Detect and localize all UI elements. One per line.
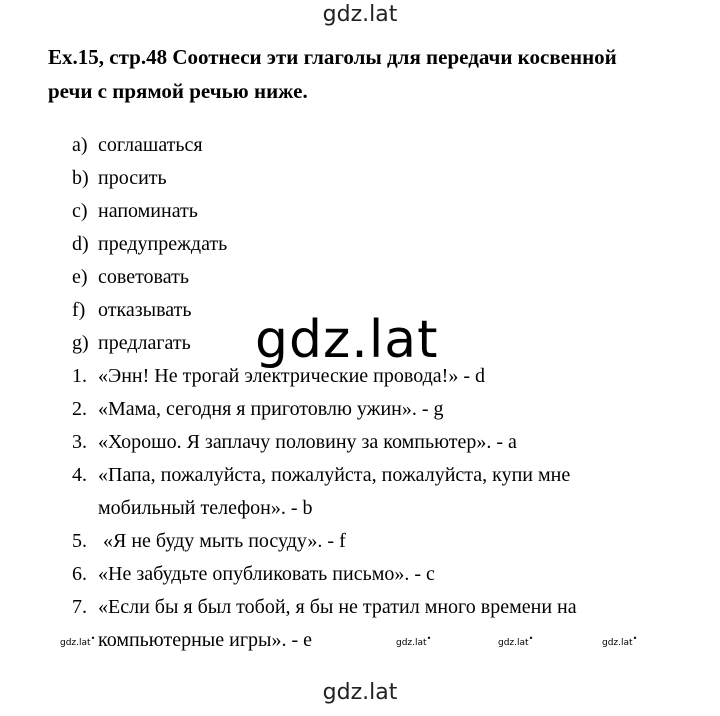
watermark-small-text: gdz.lat	[60, 638, 91, 648]
verb-text: просить	[98, 167, 167, 189]
verb-text: советовать	[98, 266, 189, 288]
sentence-text: «Если бы я был тобой, я бы не тратил много времени на	[98, 596, 577, 618]
verb-mark: c)	[72, 200, 88, 222]
watermark-tick: •	[528, 634, 534, 643]
watermark-bottom: gdz.lat	[322, 680, 398, 705]
verb-text: напоминать	[98, 200, 198, 222]
verb-mark: g)	[72, 332, 89, 354]
verb-item-c	[72, 200, 198, 222]
sentence-3	[72, 431, 517, 453]
watermark-small-1	[60, 634, 95, 648]
sentence-number: 6.	[72, 563, 87, 585]
sentence-number: 7.	[72, 596, 87, 618]
verb-mark: b)	[72, 167, 89, 189]
watermark-small-text: gdz.lat	[396, 638, 427, 648]
verb-text: соглашаться	[98, 134, 203, 156]
verb-item-f	[72, 299, 192, 321]
sentence-text: «Я не буду мыть посуду». - f	[98, 530, 346, 552]
watermark-small-2	[396, 634, 431, 648]
verb-item-e	[72, 266, 189, 288]
sentence-text: «Папа, пожалуйста, пожалуйста, пожалуйста, купи мне	[98, 464, 571, 486]
sentence-1	[72, 365, 485, 387]
sentence-number: 2.	[72, 398, 87, 420]
exercise-heading	[48, 40, 688, 108]
sentence-text: «Мама, сегодня я приготовлю ужин». - g	[98, 398, 444, 420]
verb-text: отказывать	[98, 299, 192, 321]
sentence-text: «Энн! Не трогай электрические провода!» - d	[98, 365, 485, 387]
heading-line-1: Ex.15, стр.48 Соотнеси эти глаголы для передачи косвенной	[48, 45, 617, 69]
sentence-7-continuation: компьютерные игры». - e	[98, 629, 312, 651]
verb-mark: a)	[72, 134, 88, 156]
verb-item-a	[72, 134, 203, 156]
watermark-small-4	[602, 634, 637, 648]
watermark-tick: •	[90, 634, 96, 643]
sentence-4	[72, 464, 570, 486]
sentence-number: 4.	[72, 464, 87, 486]
sentence-4-continuation: мобильный телефон». - b	[98, 497, 313, 519]
verb-item-b	[72, 167, 167, 189]
verb-mark: d)	[72, 233, 89, 255]
watermark-top: gdz.lat	[322, 2, 398, 27]
sentence-6	[72, 563, 435, 585]
verb-mark: e)	[72, 266, 88, 288]
verb-text: предлагать	[98, 332, 191, 354]
verb-text: предупреждать	[98, 233, 228, 255]
sentence-text: «Не забудьте опубликовать письмо». - c	[98, 563, 435, 585]
watermark-tick: •	[632, 634, 638, 643]
heading-line-2: речи с прямой речью ниже.	[48, 79, 308, 103]
sentence-number: 1.	[72, 365, 87, 387]
watermark-small-3	[498, 634, 533, 648]
sentence-number: 5.	[72, 530, 87, 552]
watermark-center: gdz.lat	[255, 310, 439, 370]
sentence-7	[72, 596, 577, 618]
sentence-text: «Хорошо. Я заплачу половину за компьютер». - a	[98, 431, 517, 453]
sentence-2	[72, 398, 444, 420]
verb-item-g	[72, 332, 191, 354]
sentence-number: 3.	[72, 431, 87, 453]
sentence-5	[72, 530, 346, 552]
watermark-small-text: gdz.lat	[602, 638, 633, 648]
watermark-tick: •	[426, 634, 432, 643]
verb-item-d	[72, 233, 227, 255]
verb-mark: f)	[72, 299, 86, 321]
watermark-small-text: gdz.lat	[498, 638, 529, 648]
